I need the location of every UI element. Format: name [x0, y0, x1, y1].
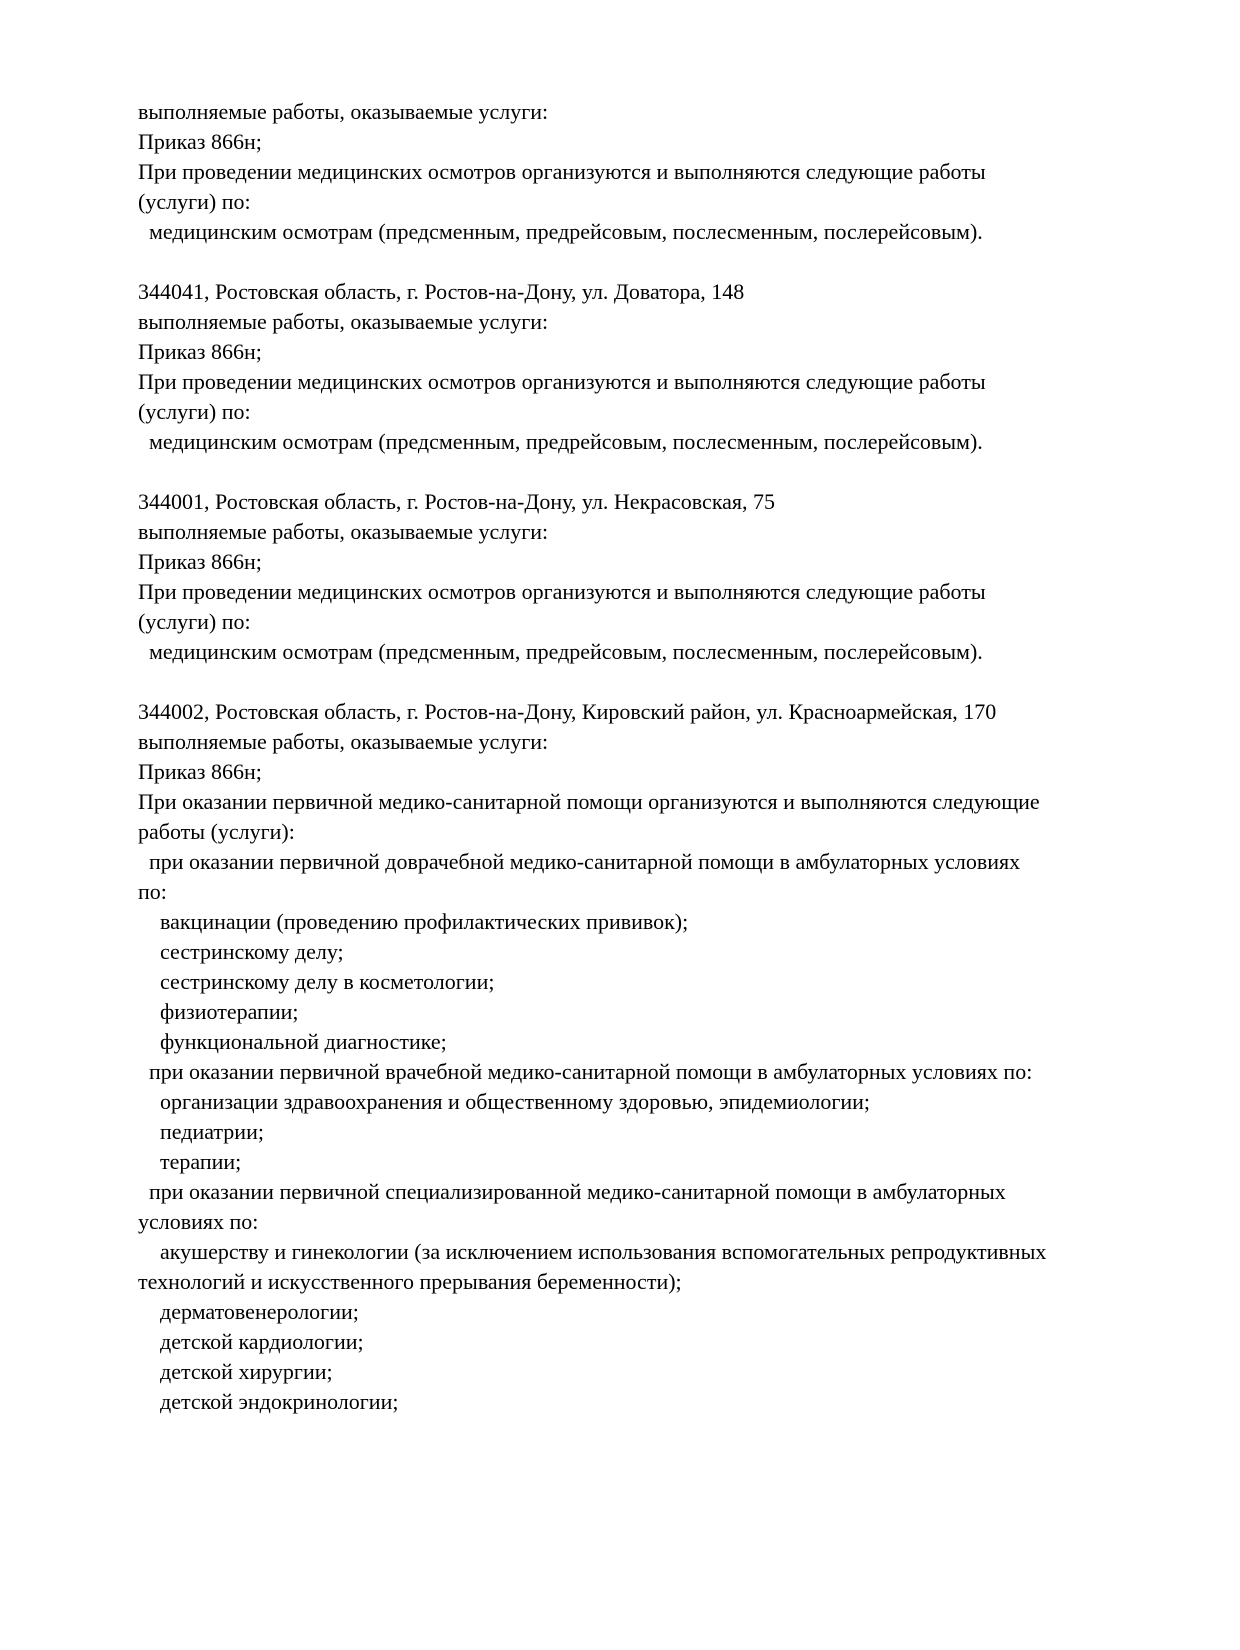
text-line: выполняемые работы, оказываемые услуги:	[138, 99, 549, 124]
text-line: Приказ 866н;	[138, 549, 262, 574]
text-line: выполняемые работы, оказываемые услуги:	[138, 309, 549, 334]
license-section-works-continued	[138, 97, 1178, 247]
license-section-site-344002	[138, 697, 1178, 1417]
text-line: выполняемые работы, оказываемые услуги:	[138, 519, 549, 544]
text-line: при оказании первичной специализированной медико-санитарной помощи в амбулаторных	[138, 1179, 1006, 1204]
text-line: педиатрии;	[138, 1119, 264, 1144]
text-line: медицинским осмотрам (предсменным, предрейсовым, послесменным, послерейсовым).	[138, 429, 983, 454]
text-line: выполняемые работы, оказываемые услуги:	[138, 729, 549, 754]
address-line: 344002, Ростовская область, г. Ростов-на-Дону, Кировский район, ул. Красноармейская, 170	[138, 699, 997, 724]
address-line: 344001, Ростовская область, г. Ростов-на-Дону, ул. Некрасовская, 75	[138, 489, 776, 514]
text-line: детской хирургии;	[138, 1359, 333, 1384]
address-line: 344041, Ростовская область, г. Ростов-на-Дону, ул. Доватора, 148	[138, 279, 745, 304]
text-line: При проведении медицинских осмотров организуются и выполняются следующие работы	[138, 369, 986, 394]
text-line: При оказании первичной медико-санитарной помощи организуются и выполняются следующие	[138, 789, 1040, 814]
text-line: детской эндокринологии;	[138, 1389, 399, 1414]
text-line: технологий и искусственного прерывания беременности);	[138, 1269, 682, 1294]
text-line: Приказ 866н;	[138, 339, 262, 364]
text-line: по:	[138, 879, 167, 904]
text-line: Приказ 866н;	[138, 759, 262, 784]
text-line: При проведении медицинских осмотров организуются и выполняются следующие работы	[138, 159, 986, 184]
text-line: вакцинации (проведению профилактических прививок);	[138, 909, 689, 934]
text-line: физиотерапии;	[138, 999, 299, 1024]
text-line: (услуги) по:	[138, 399, 251, 424]
text-line: работы (услуги):	[138, 819, 295, 844]
text-line: сестринскому делу в косметологии;	[138, 969, 495, 994]
text-line: детской кардиологии;	[138, 1329, 364, 1354]
text-line: функциональной диагностике;	[138, 1029, 447, 1054]
text-line: акушерству и гинекологии (за исключением использования вспомогательных репродуктивных	[138, 1239, 1047, 1264]
text-line: медицинским осмотрам (предсменным, предрейсовым, послесменным, послерейсовым).	[138, 639, 983, 664]
text-line: дерматовенерологии;	[138, 1299, 359, 1324]
text-line: При проведении медицинских осмотров организуются и выполняются следующие работы	[138, 579, 986, 604]
license-section-site-344041	[138, 277, 1178, 457]
text-line: медицинским осмотрам (предсменным, предрейсовым, послесменным, послерейсовым).	[138, 219, 983, 244]
text-line: при оказании первичной доврачебной медико-санитарной помощи в амбулаторных условиях	[138, 849, 1021, 874]
license-section-site-344001	[138, 487, 1178, 667]
document-text	[138, 97, 1178, 1417]
text-line: терапии;	[138, 1149, 242, 1174]
text-line: (услуги) по:	[138, 609, 251, 634]
text-line: организации здравоохранения и общественному здоровью, эпидемиологии;	[138, 1089, 871, 1114]
text-line: условиях по:	[138, 1209, 259, 1234]
text-line: при оказании первичной врачебной медико-санитарной помощи в амбулаторных условиях по:	[138, 1059, 1033, 1084]
text-line: сестринскому делу;	[138, 939, 344, 964]
text-line: Приказ 866н;	[138, 129, 262, 154]
text-line: (услуги) по:	[138, 189, 251, 214]
